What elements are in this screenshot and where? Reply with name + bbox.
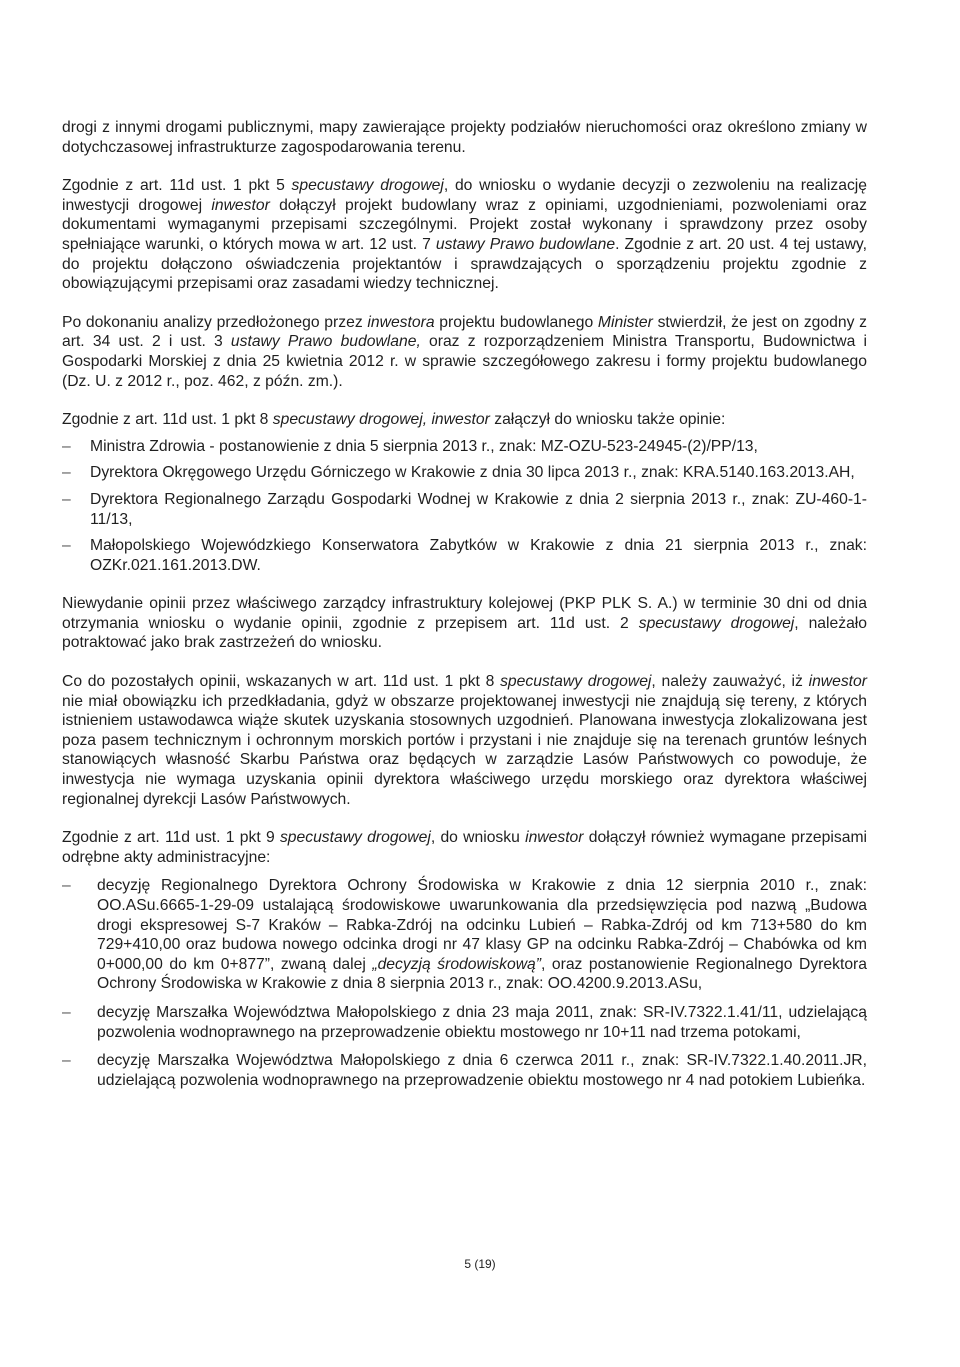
italic-text: inwestor — [808, 673, 867, 691]
text-run: , należało potraktować jako brak zastrzeżeń do wniosku. — [62, 614, 868, 652]
text-run: stwierdził, że jest on zgodny z art. 34 ust. 2 i ust. 3 — [62, 313, 868, 351]
italic-text: inwestor — [211, 196, 270, 214]
text-run: Zgodnie z art. 11d ust. 1 pkt 8 — [62, 411, 273, 429]
text-run: Zgodnie z art. 11d ust. 1 pkt 5 — [62, 177, 292, 195]
italic-text: specustawy drogowej, inwestor — [272, 411, 490, 429]
italic-text: inwestora — [367, 313, 435, 331]
text-run: , do wniosku — [430, 829, 526, 847]
page-number: 5 (19) — [464, 1257, 496, 1271]
list-item — [62, 876, 867, 994]
text-run: załączył do wniosku także opinie: — [489, 411, 726, 429]
italic-text: specustawy drogowej — [291, 177, 444, 195]
paragraph-3 — [62, 313, 867, 391]
italic-text: Minister — [597, 313, 653, 331]
text-run: dołączył projekt budowlany wraz z opiniami, uzgodnieniami, pozwoleniami oraz dokumentami wymaganymi przepisami szczególnymi. Projekt został wykonany i sprawdzony przez osoby spełniające warunki, o których mowa w art. 12 ust. 7 — [62, 196, 867, 253]
list-item — [62, 1051, 867, 1090]
paragraph-1: drogi z innymi drogami publicznymi, mapy zawierające projekty podziałów nieruchomości oraz określono zmiany w dotychczasowej infrastrukturze zagospodarowania terenu. — [62, 119, 867, 156]
paragraph-4 — [62, 410, 867, 430]
text-run: Zgodnie z art. 11d ust. 1 pkt 9 — [62, 829, 280, 847]
italic-text: ustawy Prawo budowlane, — [230, 333, 421, 351]
italic-text: specustawy drogowej — [279, 829, 431, 847]
text-run: . Zgodnie z art. 20 ust. 4 tej ustawy, do projektu dołączono oświadczenia projektantów i sprawdzających o sporządzeniu projektu zgodnie z obowiązującymi przepisami oraz zasadami wiedzy technicznej. — [62, 235, 867, 293]
text-run: oraz z rozporządzeniem Ministra Transportu, Budownictwa i Gospodarki Morskiej z dnia 25 kwietnia 2012 r. w sprawie szczegółowego zakresu i formy projektu budowlanego (Dz. U. z 2012 r., poz. 462, z późn. zm.). — [62, 333, 867, 390]
text-run: decyzję Regionalnego Dyrektora Ochrony Środowiska w Krakowie z dnia 12 sierpnia 2010 r., znak: OO.ASu.6665-1-29-09 ustalającą środowiskowe uwarunkowania dla przedsięwzięcia pod nazwą „Budowa drogi ekspresowej S-7 Kraków – Rabka-Zdrój na odcinku Lubień – Rabka-Zdrój od km 713+580 do km 729+410,00 oraz budowa nowego odcinka drogi nr 47 klasy GP na odcinku Rabka-Zdrój – Chabówka od km 0+000,00 do km 0+877”, zwaną dalej — [97, 877, 867, 973]
text-run: Co do pozostałych opinii, wskazanych w art. 11d ust. 1 pkt 8 — [62, 673, 501, 691]
list-item: – Ministra Zdrowia - postanowienie z dnia 5 sierpnia 2013 r., znak: MZ-OZU-523-24945-(2)/PP/13, — [62, 437, 867, 457]
document-page — [62, 118, 867, 1090]
text-run: Po dokonaniu analizy przedłożonego przez — [62, 313, 368, 331]
list-item: – Dyrektora Regionalnego Zarządu Gospodarki Wodnej w Krakowie z dnia 2 sierpnia 2013 r., znak: ZU-460-1-11/13, — [62, 490, 867, 529]
italic-text: specustawy drogowej — [638, 614, 795, 632]
italic-text: inwestor — [525, 829, 584, 847]
text-run: decyzję Marszałka Województwa Małopolskiego z dnia 23 maja 2011, znak: SR-IV.7322.1.41/11, udzielającą pozwolenia wodnoprawnego na przeprowadzenie obiektu mostowego nr 10+11 nad trzema potokami, — [97, 1003, 867, 1041]
text-run: Niewydanie opinii przez właściwego zarządcy infrastruktury kolejowej (PKP PLK S. A.) w terminie 30 dni od dnia otrzymania wniosku o wydanie opinii, zgodnie z przepisem art. 11d ust. 2 — [62, 595, 867, 632]
text-run: , należy zauważyć, iż — [651, 673, 809, 691]
italic-text: „decyzją środowiskową” — [372, 955, 542, 973]
text-run: dołączył również wymagane przepisami odrębne akty administracyjne: — [62, 829, 867, 866]
text-run: decyzję Marszałka Województwa Małopolskiego z dnia 6 czerwca 2011 r., znak: SR-IV.7322.1.40.2011.JR, udzielającą pozwolenia wodnoprawnego na przeprowadzenie obiektu mostowego nr 4 nad potokiem Lubieńka. — [97, 1052, 867, 1089]
text-run: projektu budowlanego — [434, 313, 598, 331]
italic-text: ustawy Prawo budowlane — [435, 235, 616, 253]
paragraph-7 — [62, 828, 867, 867]
list-item: – Małopolskiego Wojewódzkiego Konserwatora Zabytków w Krakowie z dnia 21 sierpnia 2013 r., znak: OZKr.021.161.2013.DW. — [62, 536, 867, 575]
text-run: nie miał obowiązku ich przedkładania, gdyż w obszarze projektowanej inwestycji nie znajdują się tereny, z których istnieniem ustawodawca wiąże skutek uzyskania stosownych uzgodnień. Planowana inwestycja zlokalizowana jest poza pasem technicznym i ochronnym morskich portów i przystani i nie znajduje się na terenach gruntów leśnych stanowiących własność Skarbu Państwa oraz będących w zarządzie Lasów Państwowych co powoduje, że inwestycja nie wymaga uzyskania opinii dyrektora właściwego urzędu morskiego oraz dyrektora właściwej regionalnej dyrekcji Lasów Państwowych. — [62, 692, 867, 808]
opinions-list — [62, 437, 867, 576]
list-item: – Dyrektora Okręgowego Urzędu Górniczego w Krakowie z dnia 30 lipca 2013 r., znak: KRA.5140.163.2013.AH, — [62, 463, 867, 483]
paragraph-6 — [62, 672, 867, 809]
italic-text: specustawy drogowej — [500, 673, 652, 691]
administrative-acts-list — [62, 876, 867, 1090]
paragraph-2 — [62, 176, 867, 294]
paragraph-5 — [62, 594, 867, 653]
text-run: , do wniosku o wydanie decyzji o zezwoleniu na realizację inwestycji drogowej — [62, 177, 868, 214]
list-item — [62, 1003, 867, 1042]
text-run: , oraz postanowienie Regionalnego Dyrektora Ochrony Środowiska w Krakowie z dnia 8 sierpnia 2013 r., znak: OO.4200.9.2013.ASu, — [97, 955, 867, 993]
